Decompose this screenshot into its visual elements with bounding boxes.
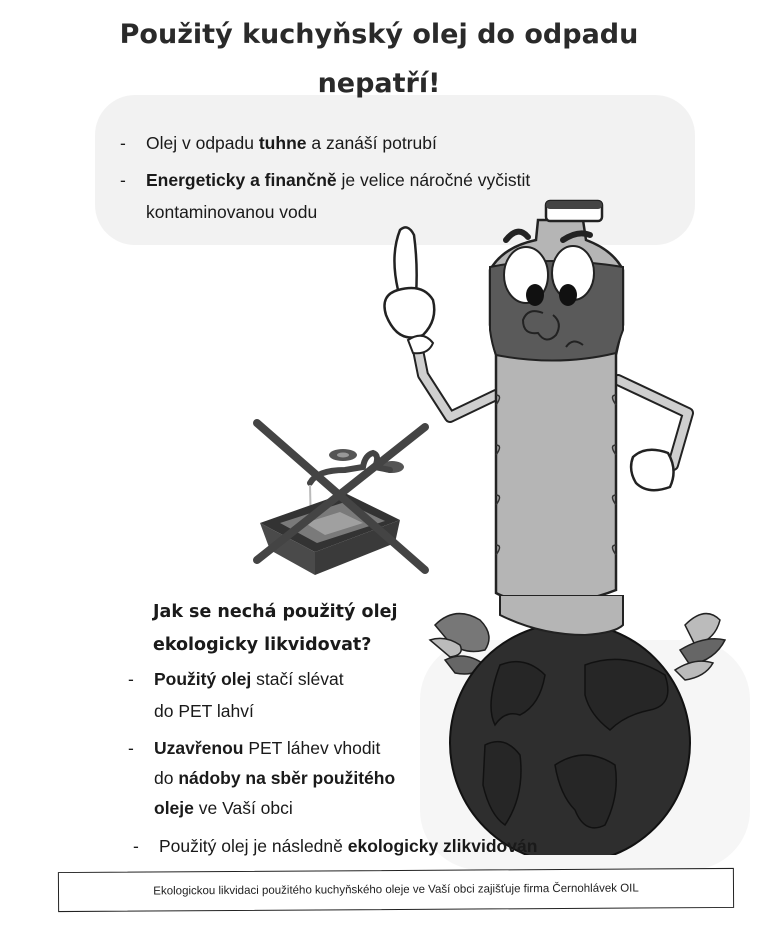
intro-bullet-1: - Olej v odpadu tuhne a zanáší potrubí (120, 133, 437, 153)
step-2-cont: do nádoby na sběr použitého (154, 768, 396, 788)
page-title-line2: nepatří! (317, 68, 441, 99)
question-heading-line2: ekologicky likvidovat? (153, 635, 372, 655)
footer-notice (58, 868, 734, 912)
intro-bullet-2-cont: kontaminovanou vodu (146, 202, 318, 222)
step-1: - Použitý olej stačí slévat (128, 669, 344, 689)
step-2-cont2: oleje ve Vaší obci (154, 798, 293, 818)
step-3: - Použitý olej je následně ekologicky zlikvidován (133, 836, 538, 856)
earth-globe-icon (425, 595, 745, 855)
bottle-mascot-icon (378, 195, 698, 615)
footer-text: Ekologickou likvidaci použitého kuchyňského oleje ve Vaší obci zajišťuje firma Černohlávek OIL (153, 882, 639, 898)
step-1-cont: do PET lahví (154, 701, 254, 721)
step-2: - Uzavřenou PET láhev vhodit (128, 738, 381, 758)
intro-bullet-2: - Energeticky a finančně je velice náročné vyčistit (120, 170, 531, 190)
question-heading: Jak se nechá použitý olej (153, 602, 398, 622)
bullet-dash: - (120, 170, 126, 190)
page-title: Použitý kuchyňský olej do odpadu (119, 19, 639, 50)
bullet-dash: - (120, 133, 126, 153)
